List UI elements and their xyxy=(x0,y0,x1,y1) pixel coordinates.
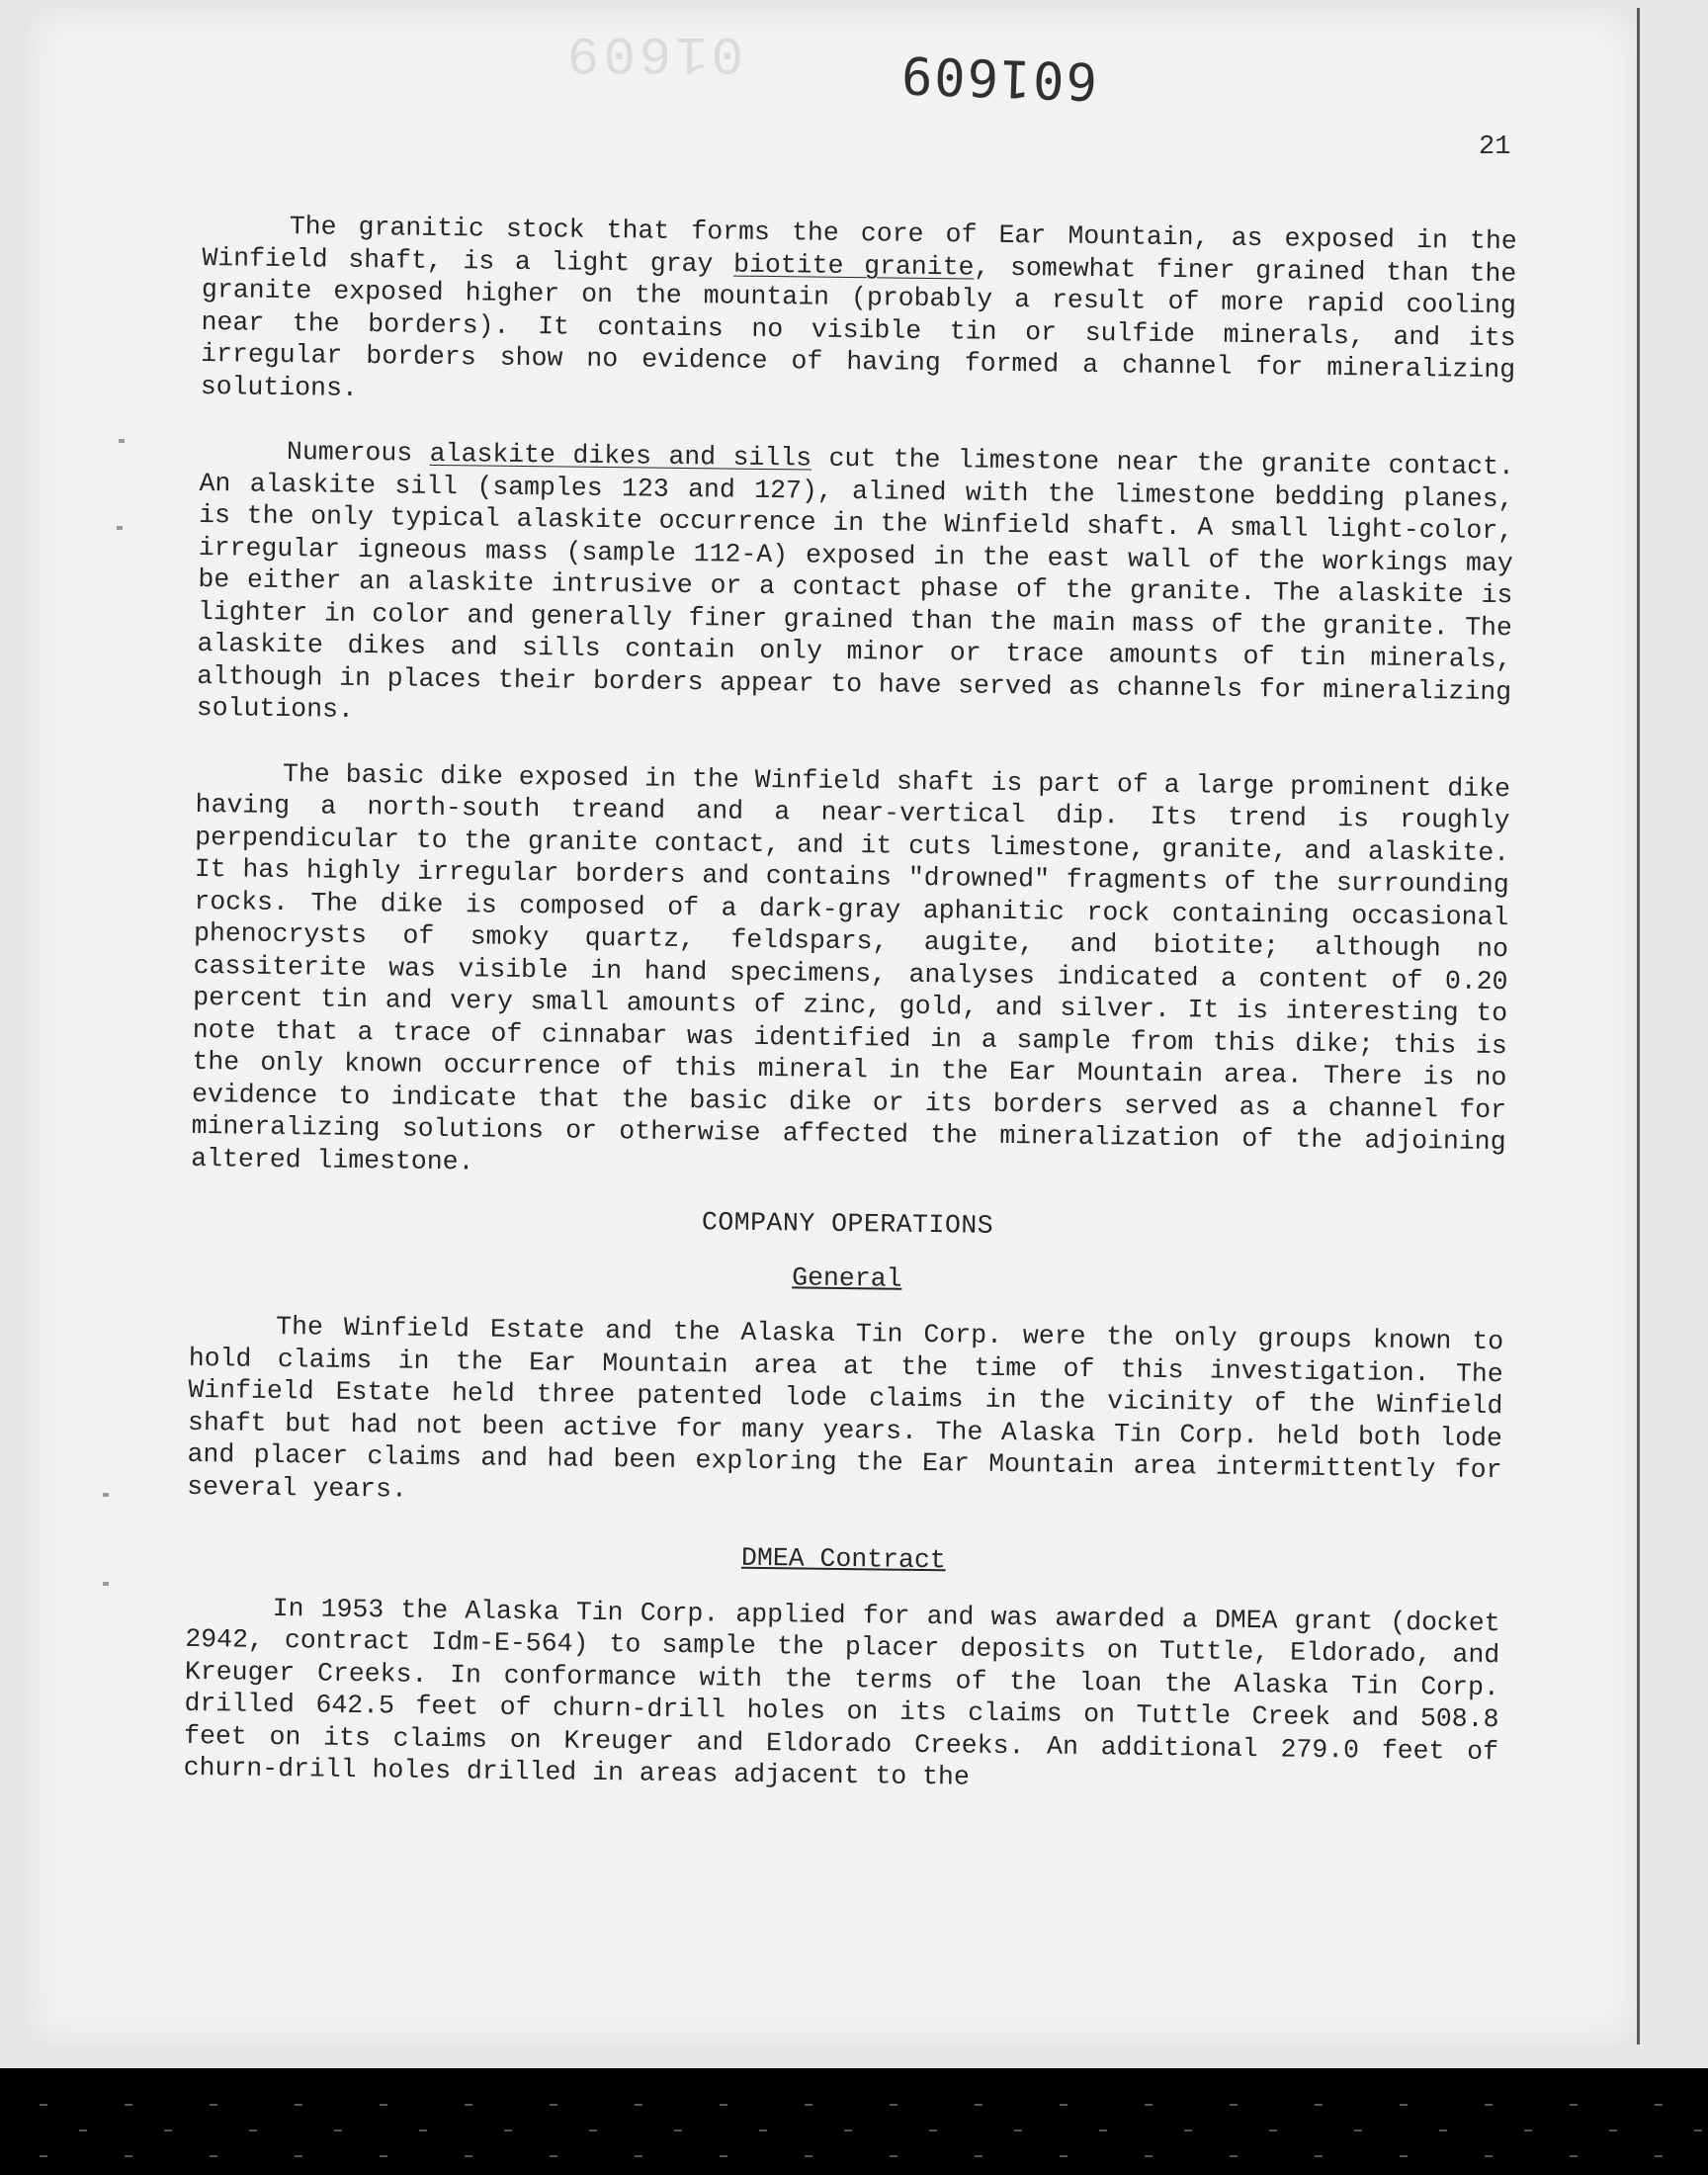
scanner-noise-dash xyxy=(550,2104,557,2106)
scanner-noise-dash xyxy=(759,2130,767,2132)
scanner-noise-dash xyxy=(1400,2104,1408,2106)
scanner-noise-dash xyxy=(635,2104,642,2106)
scanner-noise-dash xyxy=(249,2130,257,2132)
scanner-noise-dash xyxy=(1060,2104,1068,2106)
subsection-heading-dmea-contract xyxy=(186,1535,1500,1584)
document-stamp-number: 601609 xyxy=(898,44,1098,111)
scanner-noise-dash xyxy=(465,2104,472,2106)
scanner-noise-dash xyxy=(550,2155,557,2157)
scanner-noise-dash xyxy=(1184,2130,1192,2132)
body-text xyxy=(183,210,1517,1833)
scanner-noise-dash xyxy=(589,2130,597,2132)
paragraph-basic-dike: The basic dike exposed in the Winfield shaft is part of a large prominent dike having a north-south treand and a near-vertical dip. Its trend is roughly perpendicular to the granite contact, and it cuts limestone, granite, and alaskite. It has highly irregular borders and contains "drowned" fragments of the surrounding rocks. The dike is composed of a dark-gray aphanitic rock containing occasional phenocrysts of smoky quartz, feldspars, augite, and biotite; although no cassiterite was visible in hand specimens, analyses indicated a content of 0.20 percent tin and very small amounts of zinc, gold, and silver. It is interesting to note that a trace of cinnabar was identified in a sample from this dike; this is the only known occurrence of this mineral in the Ear Mountain area. There is no evidence to indicate that the basic dike or its borders served as a channel for mineralizing solutions or otherwise affected the mineralization of the adjoining altered limestone. xyxy=(191,758,1511,1176)
scanner-noise-dash xyxy=(1230,2155,1238,2157)
scanner-noise-dash xyxy=(1400,2155,1408,2157)
scanner-noise-dash xyxy=(1570,2155,1578,2157)
paragraph-text: , somewhat finer grained than the granite exposed higher on the mountain (probably a result of more rapid cooling near the borders). It contains no visible tin or sulfide minerals, and its irregular borders show no evidence of having formed a channel for mineralizing solutions. xyxy=(200,252,1517,403)
scanner-noise-dash xyxy=(1570,2104,1578,2106)
scanner-noise-dash xyxy=(805,2155,812,2157)
scanner-noise-dash xyxy=(1485,2104,1493,2106)
scanner-noise-dash xyxy=(1354,2130,1362,2132)
paragraph-text: The granitic stock that forms the core of Ear Mountain, as exposed in the Winfield shaft, is a light gray xyxy=(202,212,1517,280)
scanner-noise-dash xyxy=(1269,2130,1277,2132)
scanner-noise-dash xyxy=(1655,2155,1663,2157)
scanner-noise-dash xyxy=(295,2155,302,2157)
scan-speck xyxy=(117,526,123,530)
heading-text: General xyxy=(791,1262,902,1294)
scanner-noise-dash xyxy=(975,2155,982,2157)
paragraph-dmea: In 1953 the Alaska Tin Corp. applied for and was awarded a DMEA grant (docket 2942, contract Idm-E-564) to sample the placer deposits on Tuttle, Eldorado, and Kreuger Creeks. In conformance with the terms of the loan the Alaska Tin Corp. drilled 642.5 feet of churn-drill holes on its claims on Tuttle Creek and 508.8 feet on its claims on Kreuger and Eldorado Creeks. An additional 279.0 feet of churn-drill holes drilled in areas adjacent to the xyxy=(183,1593,1500,1792)
scanner-noise-dash xyxy=(720,2104,727,2106)
scanner-noise-dash xyxy=(380,2155,387,2157)
scanner-noise-dash xyxy=(1694,2130,1702,2132)
scan-speck xyxy=(119,439,125,443)
scanner-noise-dash xyxy=(890,2104,897,2106)
paragraph-text: Numerous xyxy=(286,437,430,469)
scanner-noise-dash xyxy=(40,2104,47,2106)
scanner-noise-dash xyxy=(890,2155,897,2157)
scanner-noise-dash xyxy=(125,2155,132,2157)
scanner-noise-dash xyxy=(380,2104,387,2106)
scanner-noise-dash xyxy=(1145,2155,1153,2157)
subsection-heading-general xyxy=(190,1254,1504,1302)
scanner-noise-dash xyxy=(210,2104,217,2106)
scanner-noise-dash xyxy=(1099,2130,1107,2132)
scanner-noise-dash xyxy=(164,2130,172,2132)
paragraph-claims: The Winfield Estate and the Alaska Tin Corp. were the only groups known to hold claims in the Ear Mountain area at the time of this investigation. The Winfield Estate held three patented lode claims in the vicinity of the Winfield shaft but had not been active for many years. The Alaska Tin Corp. held both lode and placer claims and had been exploring the Ear Mountain area intermittently for several years. xyxy=(187,1311,1504,1505)
scanner-noise-dash xyxy=(1609,2130,1617,2132)
heading-text: DMEA Contract xyxy=(740,1542,946,1576)
paragraph-granitic-stock xyxy=(201,210,1517,418)
scanner-noise-dash xyxy=(125,2104,132,2106)
underlined-term: alaskite dikes and sills xyxy=(429,438,812,474)
scanner-noise-dash xyxy=(844,2130,852,2132)
scanner-noise-dash xyxy=(419,2130,427,2132)
scanner-noise-dash xyxy=(975,2104,982,2106)
scanner-noise-dash xyxy=(1439,2130,1447,2132)
scanner-noise-dash xyxy=(1485,2155,1493,2157)
scanner-noise-dash xyxy=(334,2130,342,2132)
scan-speck xyxy=(103,1582,109,1586)
ghost-stamp-number: 01609 xyxy=(563,22,744,82)
scanner-noise xyxy=(0,2096,1708,2175)
paragraph-text: cut the limestone near the granite contact. An alaskite sill (samples 123 and 127), alined with the limestone bedding planes, is the only typical alaskite occurrence in the Winfield shaft. A small light-color, irregular igneous mass (sample 112-A) exposed in the east wall of the workings may be either an alaskite intrusive or a contact phase of the granite. The alaskite is lighter in color and generally finer grained than the main mass of the granite. The alaskite dikes and sills contain only minor or trace amounts of tin minerals, although in places their borders appear to have served as channels for mineralizing solutions. xyxy=(196,443,1515,725)
scanner-noise-dash xyxy=(635,2155,642,2157)
scan-speck xyxy=(103,1493,109,1497)
scanner-noise-dash xyxy=(465,2155,472,2157)
scanner-noise-dash xyxy=(674,2130,682,2132)
scanner-noise-dash xyxy=(40,2155,47,2157)
section-heading-company-operations: COMPANY OPERATIONS xyxy=(701,1207,994,1241)
scanner-noise-dash xyxy=(1060,2155,1068,2157)
paragraph-alaskite xyxy=(197,435,1514,740)
scanner-noise-dash xyxy=(1524,2130,1532,2132)
scanner-noise-dash xyxy=(210,2155,217,2157)
scanner-noise-dash xyxy=(805,2104,812,2106)
scanner-noise-dash xyxy=(1315,2155,1323,2157)
scanner-noise-dash xyxy=(79,2130,87,2132)
scanner-noise-dash xyxy=(1014,2130,1022,2132)
page-number: 21 xyxy=(1479,132,1511,162)
scanner-noise-dash xyxy=(504,2130,512,2132)
scanner-noise-dash xyxy=(929,2130,937,2132)
scanner-noise-dash xyxy=(1145,2104,1153,2106)
scanner-noise-dash xyxy=(1230,2104,1238,2106)
underlined-term: biotite granite xyxy=(732,249,975,283)
scanner-noise-dash xyxy=(720,2155,727,2157)
scanner-noise-dash xyxy=(1655,2104,1663,2106)
scanner-noise-dash xyxy=(1315,2104,1323,2106)
scanner-noise-dash xyxy=(295,2104,302,2106)
